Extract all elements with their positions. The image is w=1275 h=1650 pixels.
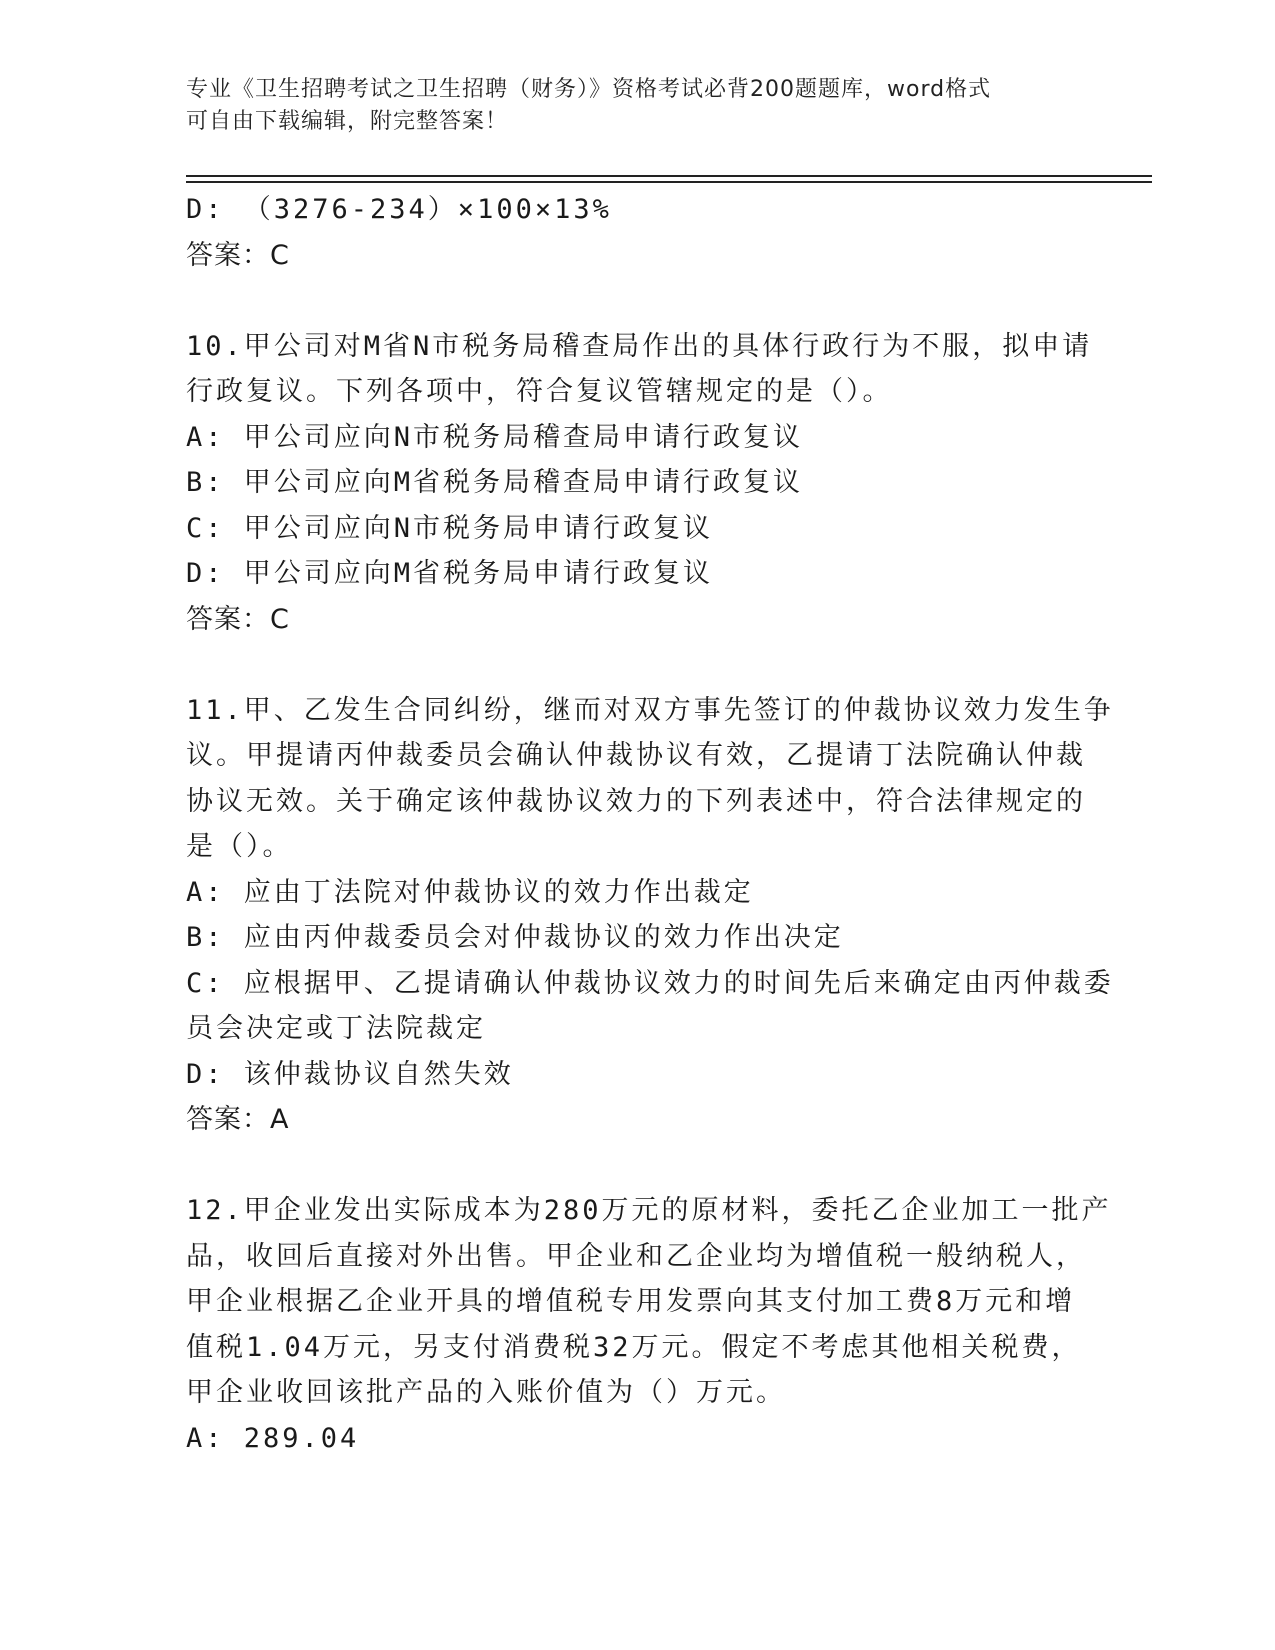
spacer [186,278,1066,324]
question-10 [186,324,1093,643]
question-12 [186,1188,1112,1461]
spacer [186,642,1066,688]
option-a: A: 289.04 [186,1422,360,1454]
option-c-continued: 员会决定或丁法院裁定 [186,1013,486,1044]
option-c: C: 应根据甲、乙提请确认仲裁协议效力的时间先后来确定由丙仲裁委 [186,967,1114,999]
question-text-line: 11.甲、乙发生合同纠纷，继而对双方事先签订的仲裁协议效力发生争 [186,694,1114,726]
option-d: D: 甲公司应向M省税务局申请行政复议 [186,558,714,589]
question-text-line: 行政复议。下列各项中，符合复议管辖规定的是（）。 [186,376,893,407]
question-text-line: 12.甲企业发出实际成本为280万元的原材料，委托乙企业加工一批产 [186,1195,1112,1226]
option-d: D: 该仲裁协议自然失效 [186,1058,514,1090]
question-text-line: 甲企业根据乙企业开具的增值税专用发票向其支付加工费8万元和增 [186,1286,1076,1317]
answer: 答案：C [186,239,290,271]
option-b: B: 应由丙仲裁委员会对仲裁协议的效力作出决定 [186,922,844,953]
header-divider-bottom [186,181,1152,183]
question-text-line: 10.甲公司对M省N市税务局稽查局作出的具体行政行为不服，拟申请 [186,330,1093,362]
question-text-line: 协议无效。关于确定该仲裁协议效力的下列表述中，符合法律规定的 [186,785,1086,817]
option-b: B: 甲公司应向M省税务局稽查局申请行政复议 [186,467,804,498]
question-text-line: 议。甲提请丙仲裁委员会确认仲裁协议有效，乙提请丁法院确认仲裁 [186,740,1086,771]
question-text-line: 品，收回后直接对外出售。甲企业和乙企业均为增值税一般纳税人， [186,1240,1086,1272]
option-a: A: 应由丁法院对仲裁协议的效力作出裁定 [186,876,754,908]
option-c: C: 甲公司应向N市税务局申请行政复议 [186,512,714,544]
question-11 [186,688,1114,1143]
document-body [186,187,1114,1461]
header-divider-top [186,175,1152,177]
question-9-tail [186,187,1066,278]
document-header [186,74,1066,138]
question-text-line: 是（）。 [186,831,293,862]
question-text-line: 值税1.04万元，另支付消费税32万元。假定不考虑其他相关税费， [186,1331,1082,1363]
question-text-line: 甲企业收回该批产品的入账价值为（）万元。 [186,1377,786,1408]
option-a: A: 甲公司应向N市税务局稽查局申请行政复议 [186,421,804,453]
spacer [186,1143,1066,1189]
header-line-1: 专业《卫生招聘考试之卫生招聘（财务）》资格考试必背200题题库，word格式 [186,77,992,102]
answer: 答案：C [186,603,290,635]
answer: 答案：A [186,1104,290,1135]
header-line-2: 可自由下载编辑，附完整答案！ [186,109,509,134]
option-d: D: （3276-234）×100×13% [186,194,612,225]
